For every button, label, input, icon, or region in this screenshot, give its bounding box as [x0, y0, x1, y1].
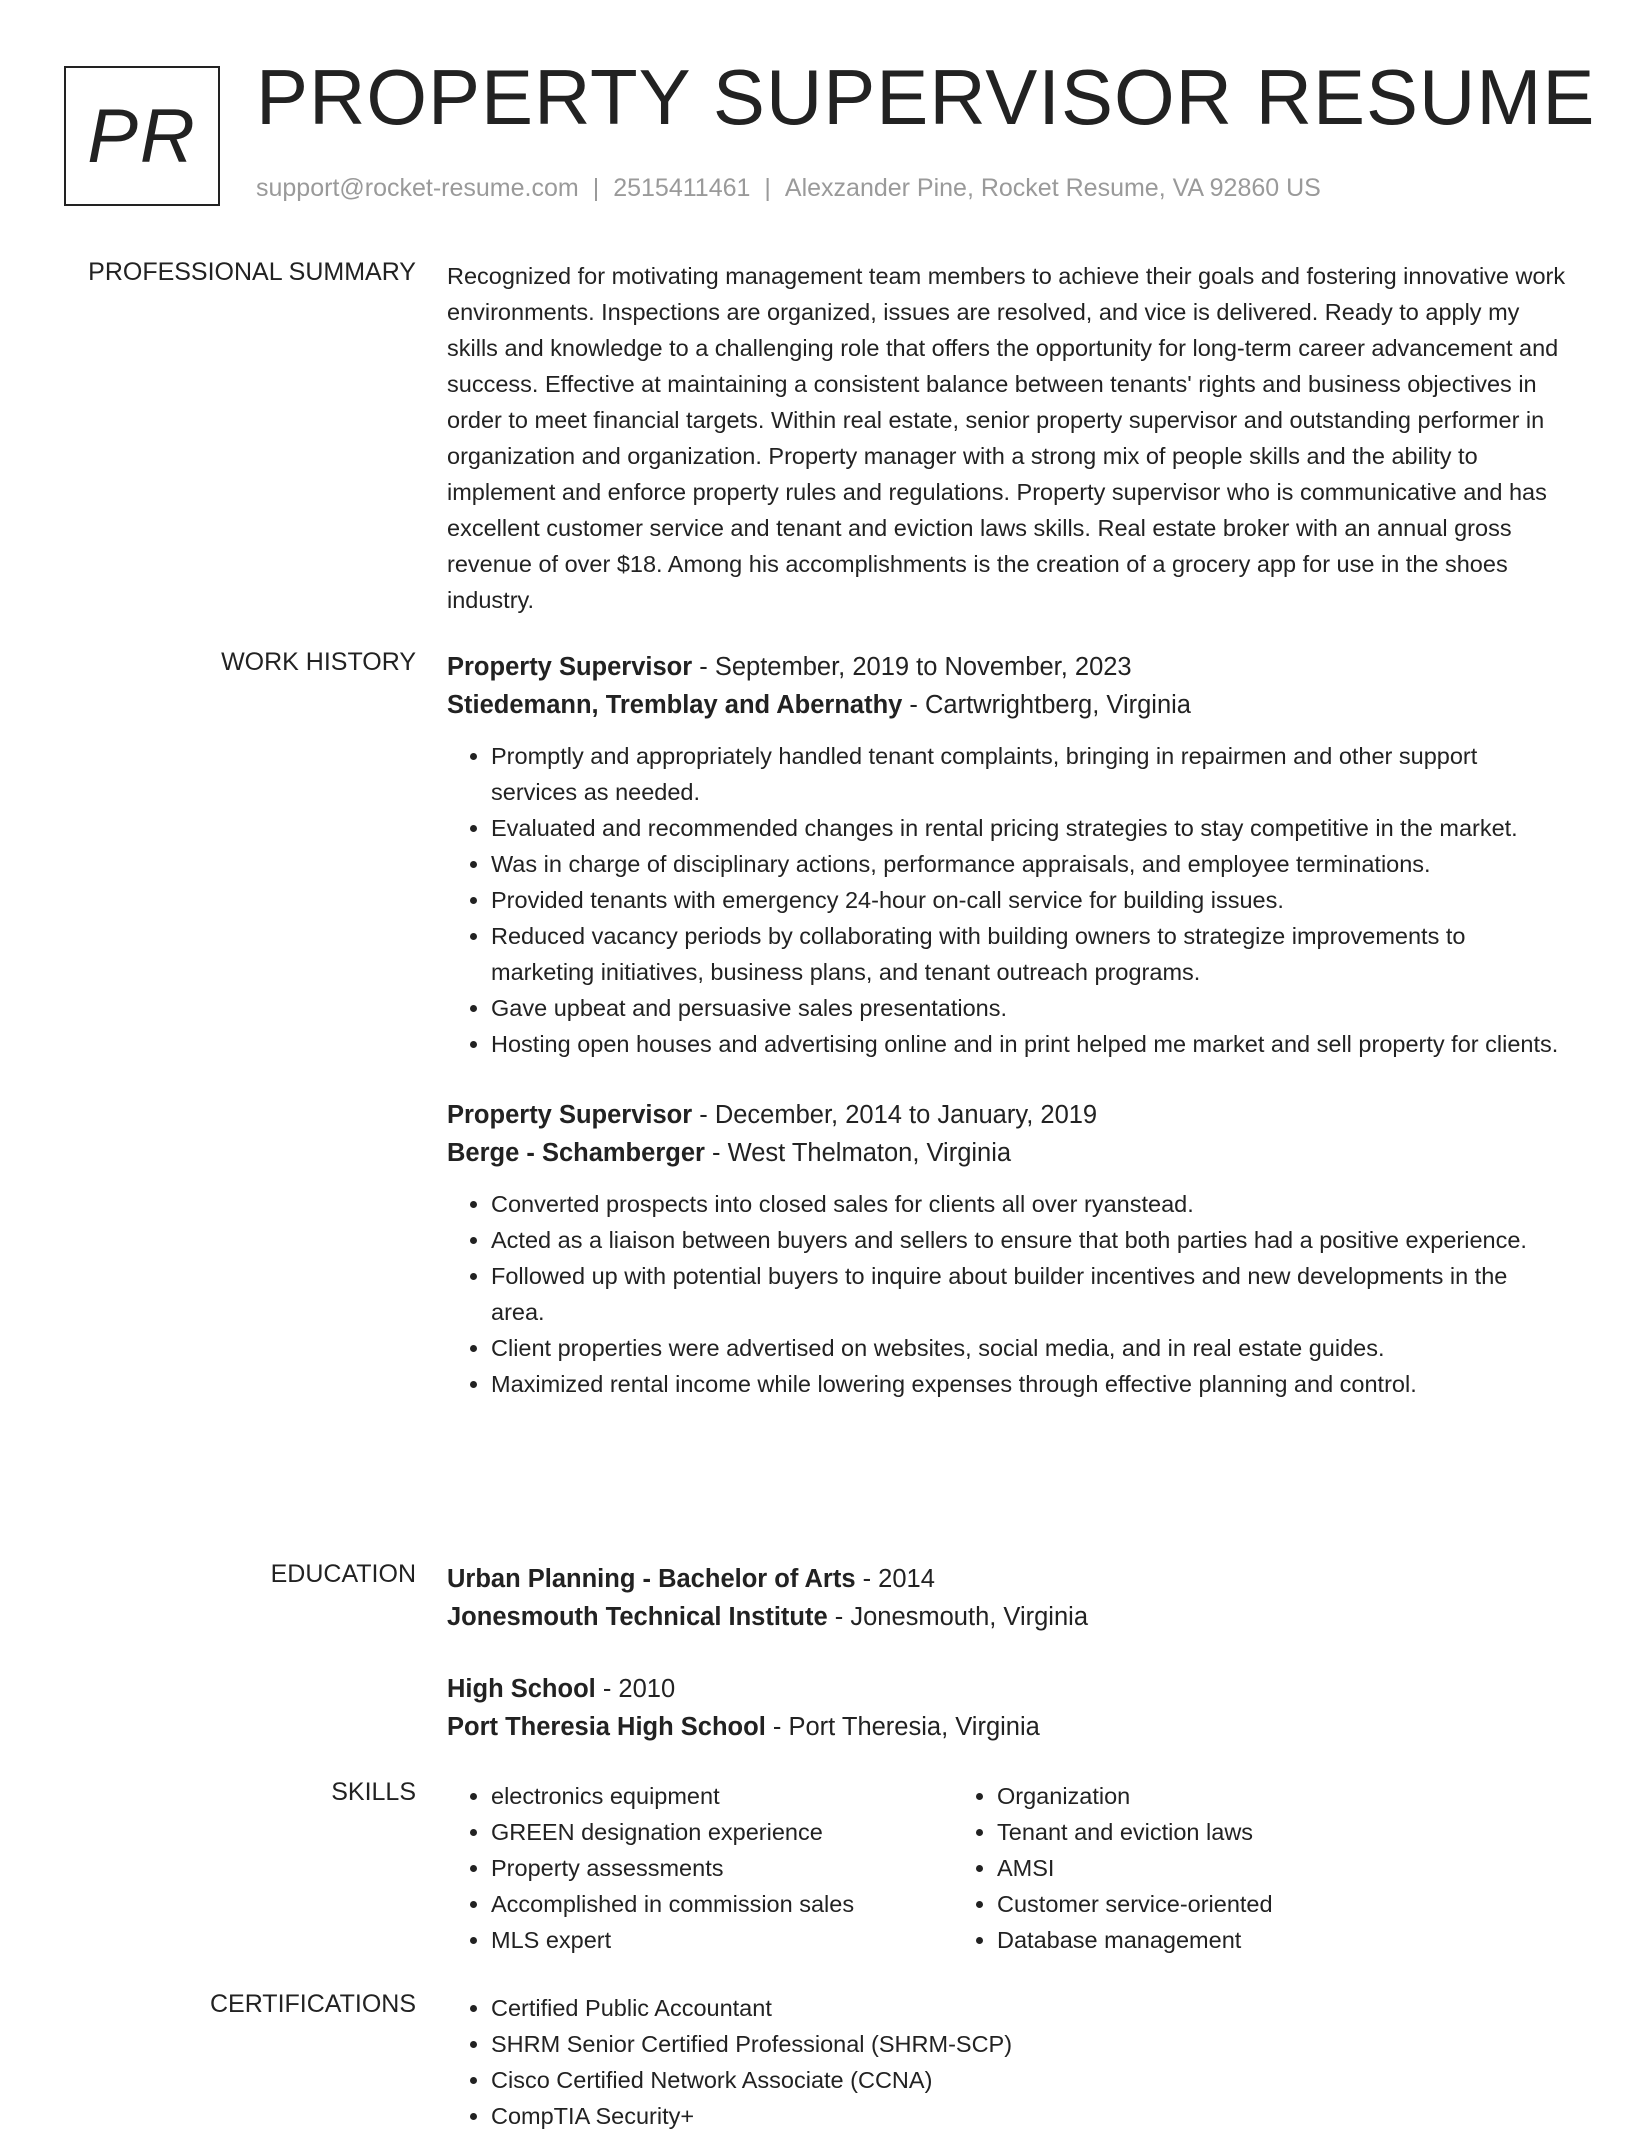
education-degree-line	[447, 1560, 1567, 1598]
job-company-line	[447, 686, 1567, 724]
job-bullets	[447, 738, 1567, 1062]
skill-item: • Accomplished in commission sales	[491, 1886, 953, 1922]
certifications-list	[447, 1990, 1567, 2134]
job-bullet: • Acted as a liaison between buyers and sellers to ensure that both parties had a positive experience.	[491, 1222, 1567, 1258]
summary-text: Recognized for motivating management team members to achieve their goals and fostering innovative work environments. Inspections are organized, issues are resolved, and vice is delivered. Ready to apply my skills and knowledge to a challenging role that offers the opportunity for long-term career advancement and success. Effective at maintaining a consistent balance between tenants' rights and business objectives in order to meet financial targets. Within real estate, senior property supervisor and outstanding performer in organization and organization. Property manager with a strong mix of people skills and the ability to implement and enforce property rules and regulations. Property supervisor who is communicative and has excellent customer service and tenant and eviction laws skills. Real estate broker with an annual gross revenue of over $18. Among his accomplishments is the creation of a grocery app for use in the shoes industry.	[447, 263, 1566, 613]
education-entry	[447, 1670, 1567, 1746]
job-bullet: • Client properties were advertised on websites, social media, and in real estate guides.	[491, 1330, 1567, 1366]
skill-item: • AMSI	[997, 1850, 1533, 1886]
contact-email[interactable]: support@rocket-resume.com	[256, 174, 579, 202]
summary-heading: PROFESSIONAL SUMMARY	[88, 258, 416, 286]
skills-body	[447, 1778, 1567, 1958]
job-bullet: • Promptly and appropriately handled tenant complaints, bringing in repairmen and other support services as needed.	[491, 738, 1567, 810]
certification-item: • CompTIA Security+	[491, 2098, 1567, 2134]
job-bullet: • Was in charge of disciplinary actions, performance appraisals, and employee terminations.	[491, 846, 1567, 882]
contact-address: Alexzander Pine, Rocket Resume, VA 92860 US	[784, 174, 1321, 202]
skills-list-left	[447, 1778, 953, 1958]
work-history-body	[447, 648, 1567, 1402]
education-location: - Jonesmouth, Virginia	[827, 1603, 1089, 1631]
skill-item: • Property assessments	[491, 1850, 953, 1886]
education-body	[447, 1560, 1567, 1746]
job-dates: - December, 2014 to January, 2019	[692, 1101, 1098, 1129]
education-location: - Port Theresia, Virginia	[765, 1713, 1040, 1741]
job-location: - Cartwrightberg, Virginia	[902, 691, 1191, 719]
job-bullet: • Evaluated and recommended changes in rental pricing strategies to stay competitive in the market.	[491, 810, 1567, 846]
education-degree: Urban Planning - Bachelor of Arts	[447, 1565, 856, 1593]
job-bullet: • Reduced vacancy periods by collaborating with building owners to strategize improvements to marketing initiatives, business plans, and tenant outreach programs.	[491, 918, 1567, 990]
certification-item: • SHRM Senior Certified Professional (SHRM-SCP)	[491, 2026, 1567, 2062]
certification-item: • Certified Public Accountant	[491, 1990, 1567, 2026]
contact-separator: |	[592, 174, 600, 202]
skills-heading: SKILLS	[331, 1778, 416, 1806]
summary-body	[447, 258, 1567, 618]
skills-columns	[447, 1778, 1567, 1958]
job-bullet: • Followed up with potential buyers to inquire about builder incentives and new developments in the area.	[491, 1258, 1567, 1330]
job-location: - West Thelmaton, Virginia	[704, 1139, 1012, 1167]
skills-list-right	[953, 1778, 1533, 1958]
education-heading: EDUCATION	[270, 1560, 416, 1588]
job-dates: - September, 2019 to November, 2023	[692, 653, 1132, 681]
job-bullet: • Provided tenants with emergency 24-hour on-call service for building issues.	[491, 882, 1567, 918]
job-bullet: • Converted prospects into closed sales for clients all over ryanstead.	[491, 1186, 1567, 1222]
contact-line	[256, 174, 1321, 203]
skill-item: • Organization	[997, 1778, 1533, 1814]
job-entry	[447, 1096, 1567, 1402]
job-title-line	[447, 648, 1567, 686]
certification-item: • Cisco Certified Network Associate (CCNA)	[491, 2062, 1567, 2098]
education-school-line	[447, 1598, 1567, 1636]
skill-item: • Customer service-oriented	[997, 1886, 1533, 1922]
job-bullet: • Gave upbeat and persuasive sales presentations.	[491, 990, 1567, 1026]
education-degree-line	[447, 1670, 1567, 1708]
education-school: Jonesmouth Technical Institute	[447, 1603, 828, 1631]
job-company: Stiedemann, Tremblay and Abernathy	[447, 691, 903, 719]
education-school: Port Theresia High School	[447, 1713, 766, 1741]
monogram-logo: PR	[64, 66, 220, 206]
contact-separator: |	[764, 174, 771, 202]
work-history-heading: WORK HISTORY	[221, 648, 416, 676]
education-school-line	[447, 1708, 1567, 1746]
job-company-line	[447, 1134, 1567, 1172]
job-title: Property Supervisor	[447, 653, 693, 681]
job-bullets	[447, 1186, 1567, 1402]
contact-phone[interactable]: 2515411461	[613, 174, 751, 202]
job-company: Berge - Schamberger	[447, 1139, 705, 1167]
skill-item: • Database management	[997, 1922, 1533, 1958]
skill-item: • GREEN designation experience	[491, 1814, 953, 1850]
education-entry	[447, 1560, 1567, 1636]
skill-item: • Tenant and eviction laws	[997, 1814, 1533, 1850]
education-degree: High School	[447, 1675, 596, 1703]
job-bullet: • Maximized rental income while lowering expenses through effective planning and control.	[491, 1366, 1567, 1402]
certifications-heading: CERTIFICATIONS	[209, 1990, 416, 2018]
job-bullet: • Hosting open houses and advertising online and in print helped me market and sell property for clients.	[491, 1026, 1567, 1062]
skill-item: • electronics equipment	[491, 1778, 953, 1814]
education-year: - 2014	[855, 1565, 935, 1593]
skill-item: • MLS expert	[491, 1922, 953, 1958]
job-entry	[447, 648, 1567, 1062]
job-title-line	[447, 1096, 1567, 1134]
resume-title: PROPERTY SUPERVISOR RESUME	[256, 53, 1596, 141]
education-year: - 2010	[595, 1675, 676, 1703]
certifications-body	[447, 1990, 1567, 2134]
job-title: Property Supervisor	[447, 1101, 693, 1129]
